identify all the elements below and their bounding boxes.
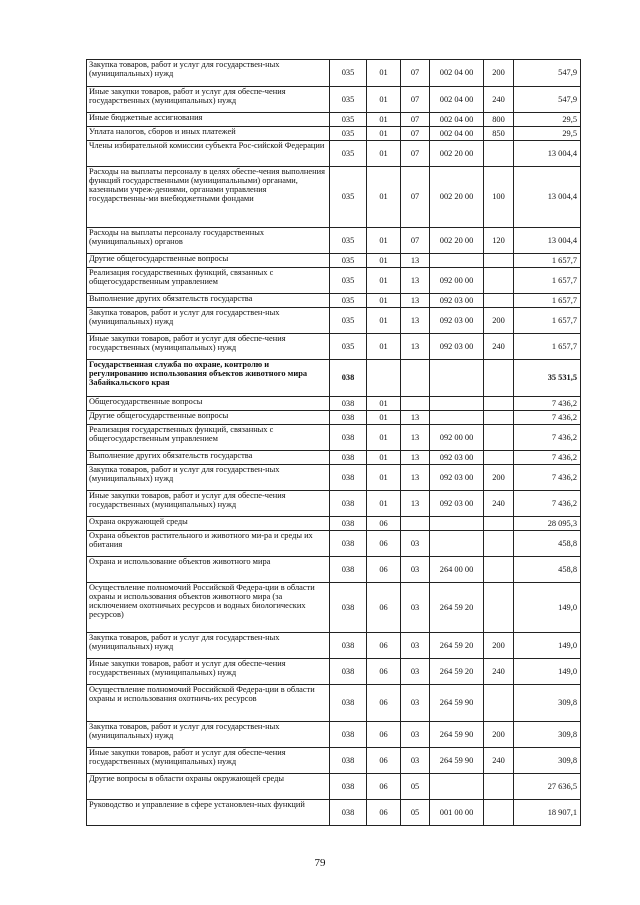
row-expense-type: 200 (484, 465, 514, 491)
row-subsection-code: 05 (401, 774, 430, 800)
table-row (87, 113, 581, 127)
row-grbs-code: 038 (330, 633, 367, 659)
row-expense-type (484, 531, 514, 557)
row-target-article (430, 531, 484, 557)
row-grbs-code: 035 (330, 294, 367, 308)
row-expense-type (484, 557, 514, 583)
table-row (87, 531, 581, 557)
row-target-article (430, 254, 484, 268)
row-expense-type: 240 (484, 87, 514, 113)
row-expense-type (484, 411, 514, 425)
row-target-article (430, 517, 484, 531)
table-row (87, 465, 581, 491)
row-target-article: 092 03 00 (430, 294, 484, 308)
row-subsection-code: 03 (401, 748, 430, 774)
row-grbs-code: 035 (330, 268, 367, 294)
table-row (87, 397, 581, 411)
table-row (87, 557, 581, 583)
row-amount: 309,8 (514, 748, 581, 774)
row-grbs-code: 038 (330, 748, 367, 774)
row-grbs-code: 038 (330, 517, 367, 531)
row-subsection-code (401, 360, 430, 397)
row-subsection-code: 03 (401, 557, 430, 583)
row-grbs-code: 038 (330, 583, 367, 633)
row-target-article: 002 04 00 (430, 113, 484, 127)
row-grbs-code: 038 (330, 685, 367, 722)
row-subsection-code (401, 397, 430, 411)
row-subsection-code: 07 (401, 141, 430, 167)
row-subsection-code: 03 (401, 531, 430, 557)
row-amount: 1 657,7 (514, 294, 581, 308)
table-row (87, 517, 581, 531)
table-row (87, 451, 581, 465)
row-name: Государственная служба по охране, контролю и регулированию использования объектов животного мира Забайкальского края (87, 360, 330, 397)
row-section-code: 01 (367, 397, 401, 411)
row-target-article: 092 00 00 (430, 425, 484, 451)
row-subsection-code: 13 (401, 294, 430, 308)
row-expense-type (484, 451, 514, 465)
row-name: Другие общегосударственные вопросы (87, 411, 330, 425)
row-amount: 27 636,5 (514, 774, 581, 800)
row-amount: 18 907,1 (514, 800, 581, 826)
row-subsection-code: 13 (401, 491, 430, 517)
table-row (87, 800, 581, 826)
row-grbs-code: 038 (330, 411, 367, 425)
row-amount: 309,8 (514, 722, 581, 748)
table-row (87, 722, 581, 748)
row-name: Иные бюджетные ассигнования (87, 113, 330, 127)
row-target-article: 264 59 20 (430, 659, 484, 685)
row-section-code: 06 (367, 517, 401, 531)
row-target-article (430, 360, 484, 397)
row-name: Иные закупки товаров, работ и услуг для обеспе-чения государственных (муниципальных) нужд (87, 748, 330, 774)
row-target-article: 092 03 00 (430, 465, 484, 491)
row-section-code: 01 (367, 87, 401, 113)
row-amount: 13 004,4 (514, 167, 581, 228)
row-amount: 309,8 (514, 685, 581, 722)
row-subsection-code: 03 (401, 583, 430, 633)
row-amount: 7 436,2 (514, 465, 581, 491)
table-row (87, 774, 581, 800)
row-expense-type: 200 (484, 308, 514, 334)
row-expense-type: 100 (484, 167, 514, 228)
row-section-code: 06 (367, 748, 401, 774)
row-name: Расходы на выплаты персоналу в целях обеспе-чения выполнения функций государственными (муниципальными) органами, казенными учреж-дениями, органами управления государственны-ми внебюджетными фондами (87, 167, 330, 228)
row-section-code: 01 (367, 334, 401, 360)
row-target-article (430, 774, 484, 800)
table-row (87, 141, 581, 167)
row-grbs-code: 035 (330, 87, 367, 113)
row-amount: 29,5 (514, 113, 581, 127)
row-expense-type (484, 425, 514, 451)
row-target-article: 092 03 00 (430, 334, 484, 360)
row-grbs-code: 035 (330, 334, 367, 360)
row-section-code: 06 (367, 659, 401, 685)
row-target-article: 002 04 00 (430, 87, 484, 113)
row-grbs-code: 035 (330, 127, 367, 141)
budget-table (86, 59, 581, 826)
table-row (87, 583, 581, 633)
row-section-code: 01 (367, 141, 401, 167)
row-target-article: 092 03 00 (430, 491, 484, 517)
row-amount: 7 436,2 (514, 425, 581, 451)
row-grbs-code: 035 (330, 228, 367, 254)
row-grbs-code: 038 (330, 397, 367, 411)
row-name: Реализация государственных функций, связанных с общегосударственным управлением (87, 268, 330, 294)
row-subsection-code: 05 (401, 800, 430, 826)
row-expense-type (484, 800, 514, 826)
row-target-article: 264 59 90 (430, 685, 484, 722)
row-subsection-code: 13 (401, 268, 430, 294)
row-amount: 28 095,3 (514, 517, 581, 531)
table-row (87, 659, 581, 685)
row-grbs-code: 038 (330, 531, 367, 557)
row-name: Охрана и использование объектов животного мира (87, 557, 330, 583)
row-target-article: 002 20 00 (430, 228, 484, 254)
table-row (87, 87, 581, 113)
table-row (87, 748, 581, 774)
row-subsection-code: 13 (401, 308, 430, 334)
row-expense-type (484, 397, 514, 411)
row-name: Другие общегосударственные вопросы (87, 254, 330, 268)
row-name: Общегосударственные вопросы (87, 397, 330, 411)
row-expense-type: 240 (484, 334, 514, 360)
row-subsection-code: 07 (401, 113, 430, 127)
row-section-code: 06 (367, 774, 401, 800)
row-amount: 458,8 (514, 531, 581, 557)
row-amount: 547,9 (514, 60, 581, 87)
row-target-article: 002 04 00 (430, 60, 484, 87)
row-amount: 13 004,4 (514, 228, 581, 254)
row-grbs-code: 038 (330, 722, 367, 748)
row-section-code: 01 (367, 113, 401, 127)
row-subsection-code: 13 (401, 465, 430, 491)
row-subsection-code: 13 (401, 411, 430, 425)
row-expense-type (484, 517, 514, 531)
row-target-article: 092 03 00 (430, 451, 484, 465)
row-subsection-code: 07 (401, 228, 430, 254)
row-grbs-code: 035 (330, 141, 367, 167)
row-subsection-code: 03 (401, 685, 430, 722)
row-expense-type (484, 268, 514, 294)
row-expense-type: 240 (484, 748, 514, 774)
row-amount: 149,0 (514, 633, 581, 659)
row-name: Охрана окружающей среды (87, 517, 330, 531)
row-amount: 7 436,2 (514, 491, 581, 517)
row-amount: 7 436,2 (514, 411, 581, 425)
row-grbs-code: 038 (330, 491, 367, 517)
row-section-code: 01 (367, 411, 401, 425)
row-subsection-code: 13 (401, 334, 430, 360)
row-target-article (430, 411, 484, 425)
table-row (87, 167, 581, 228)
row-name: Закупка товаров, работ и услуг для государствен-ных (муниципальных) нужд (87, 722, 330, 748)
row-section-code: 06 (367, 531, 401, 557)
row-section-code: 01 (367, 127, 401, 141)
row-name: Закупка товаров, работ и услуг для государствен-ных (муниципальных) нужд (87, 465, 330, 491)
row-name: Закупка товаров, работ и услуг для государствен-ных (муниципальных) нужд (87, 308, 330, 334)
row-section-code: 06 (367, 557, 401, 583)
row-amount: 149,0 (514, 583, 581, 633)
row-name: Расходы на выплаты персоналу государственных (муниципальных) органов (87, 228, 330, 254)
row-section-code: 01 (367, 294, 401, 308)
table-row (87, 127, 581, 141)
table-row (87, 228, 581, 254)
row-name: Руководство и управление в сфере установлен-ных функций (87, 800, 330, 826)
row-name: Реализация государственных функций, связанных с общегосударственным управлением (87, 425, 330, 451)
row-amount: 1 657,7 (514, 308, 581, 334)
row-amount: 1 657,7 (514, 268, 581, 294)
row-name: Иные закупки товаров, работ и услуг для обеспе-чения государственных (муниципальных) нужд (87, 491, 330, 517)
row-section-code: 01 (367, 268, 401, 294)
table-row (87, 60, 581, 87)
row-target-article: 264 59 90 (430, 748, 484, 774)
row-name: Другие вопросы в области охраны окружающей среды (87, 774, 330, 800)
row-target-article: 264 59 90 (430, 722, 484, 748)
row-expense-type: 200 (484, 633, 514, 659)
row-subsection-code: 07 (401, 60, 430, 87)
row-subsection-code: 13 (401, 425, 430, 451)
row-target-article: 092 03 00 (430, 308, 484, 334)
row-section-code: 01 (367, 465, 401, 491)
row-grbs-code: 038 (330, 465, 367, 491)
table-row (87, 308, 581, 334)
row-subsection-code: 07 (401, 127, 430, 141)
row-grbs-code: 038 (330, 451, 367, 465)
row-section-code: 01 (367, 228, 401, 254)
row-name: Уплата налогов, сборов и иных платежей (87, 127, 330, 141)
row-grbs-code: 038 (330, 360, 367, 397)
row-target-article: 002 20 00 (430, 167, 484, 228)
table-row (87, 425, 581, 451)
row-grbs-code: 038 (330, 425, 367, 451)
row-grbs-code: 035 (330, 113, 367, 127)
page-number: 79 (314, 857, 326, 869)
row-name: Иные закупки товаров, работ и услуг для обеспе-чения государственных (муниципальных) нужд (87, 334, 330, 360)
row-section-code: 01 (367, 491, 401, 517)
table-row (87, 294, 581, 308)
row-target-article (430, 397, 484, 411)
row-name: Осуществление полномочий Российской Федера-ции в области охраны и использования охотничь-их ресурсов (87, 685, 330, 722)
row-expense-type: 240 (484, 659, 514, 685)
row-target-article: 092 00 00 (430, 268, 484, 294)
row-name: Выполнение других обязательств государства (87, 294, 330, 308)
table-row (87, 334, 581, 360)
row-expense-type (484, 141, 514, 167)
row-expense-type (484, 294, 514, 308)
table-row (87, 360, 581, 397)
row-amount: 13 004,4 (514, 141, 581, 167)
table-body (87, 60, 581, 826)
row-name: Иные закупки товаров, работ и услуг для обеспе-чения государственных (муниципальных) нужд (87, 87, 330, 113)
table-row (87, 411, 581, 425)
row-target-article: 264 59 20 (430, 583, 484, 633)
row-section-code: 01 (367, 167, 401, 228)
row-grbs-code: 035 (330, 60, 367, 87)
row-section-code: 01 (367, 60, 401, 87)
row-amount: 29,5 (514, 127, 581, 141)
row-expense-type: 200 (484, 60, 514, 87)
row-expense-type: 850 (484, 127, 514, 141)
row-expense-type (484, 360, 514, 397)
row-target-article: 264 00 00 (430, 557, 484, 583)
row-subsection-code: 03 (401, 633, 430, 659)
row-subsection-code: 07 (401, 87, 430, 113)
row-target-article: 002 04 00 (430, 127, 484, 141)
row-target-article: 001 00 00 (430, 800, 484, 826)
row-section-code: 06 (367, 583, 401, 633)
row-grbs-code: 038 (330, 774, 367, 800)
row-name: Члены избирательной комиссии субъекта Рос-сийской Федерации (87, 141, 330, 167)
row-expense-type: 120 (484, 228, 514, 254)
row-grbs-code: 038 (330, 659, 367, 685)
row-section-code: 06 (367, 685, 401, 722)
row-expense-type (484, 685, 514, 722)
row-subsection-code: 03 (401, 659, 430, 685)
row-amount: 1 657,7 (514, 254, 581, 268)
row-grbs-code: 038 (330, 800, 367, 826)
table-row (87, 254, 581, 268)
row-target-article: 264 59 20 (430, 633, 484, 659)
row-name: Осуществление полномочий Российской Федера-ции в области охраны и использования объектов животного мира (за исключением охотничьих ресурсов и водных биологических ресурсов) (87, 583, 330, 633)
row-amount: 7 436,2 (514, 397, 581, 411)
table-row (87, 633, 581, 659)
row-name: Охрана объектов растительного и животного ми-ра и среды их обитания (87, 531, 330, 557)
row-subsection-code: 03 (401, 722, 430, 748)
table-row (87, 268, 581, 294)
row-subsection-code (401, 517, 430, 531)
row-amount: 7 436,2 (514, 451, 581, 465)
row-section-code (367, 360, 401, 397)
row-grbs-code: 038 (330, 557, 367, 583)
row-grbs-code: 035 (330, 167, 367, 228)
row-expense-type: 200 (484, 722, 514, 748)
row-amount: 547,9 (514, 87, 581, 113)
row-section-code: 01 (367, 451, 401, 465)
table-row (87, 491, 581, 517)
row-expense-type (484, 774, 514, 800)
row-section-code: 01 (367, 254, 401, 268)
row-grbs-code: 035 (330, 308, 367, 334)
row-section-code: 01 (367, 308, 401, 334)
table-row (87, 685, 581, 722)
row-name: Закупка товаров, работ и услуг для государствен-ных (муниципальных) нужд (87, 60, 330, 87)
row-section-code: 06 (367, 633, 401, 659)
row-expense-type (484, 583, 514, 633)
row-section-code: 01 (367, 425, 401, 451)
row-amount: 458,8 (514, 557, 581, 583)
row-expense-type: 800 (484, 113, 514, 127)
row-name: Выполнение других обязательств государства (87, 451, 330, 465)
row-name: Закупка товаров, работ и услуг для государствен-ных (муниципальных) нужд (87, 633, 330, 659)
row-amount: 1 657,7 (514, 334, 581, 360)
row-amount: 35 531,5 (514, 360, 581, 397)
row-expense-type: 240 (484, 491, 514, 517)
row-subsection-code: 07 (401, 167, 430, 228)
row-amount: 149,0 (514, 659, 581, 685)
row-section-code: 06 (367, 722, 401, 748)
row-section-code: 06 (367, 800, 401, 826)
row-subsection-code: 13 (401, 451, 430, 465)
row-grbs-code: 035 (330, 254, 367, 268)
row-subsection-code: 13 (401, 254, 430, 268)
row-target-article: 002 20 00 (430, 141, 484, 167)
row-name: Иные закупки товаров, работ и услуг для обеспе-чения государственных (муниципальных) нужд (87, 659, 330, 685)
row-expense-type (484, 254, 514, 268)
